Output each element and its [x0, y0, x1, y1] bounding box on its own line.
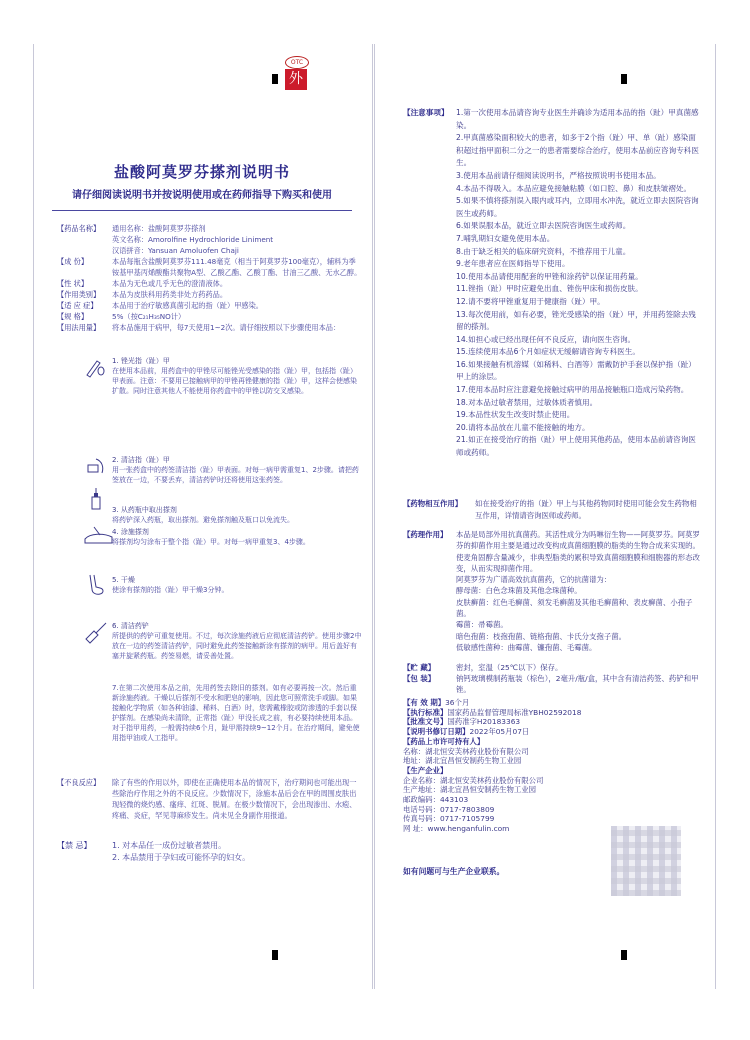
registration-mark [621, 950, 627, 960]
list-item: 皮肤癣菌：红色毛癣菌、须发毛癣菌及其他毛癣菌种、表皮癣菌、小孢子菌。 [456, 597, 693, 619]
label: 【性 状】 [57, 279, 89, 288]
storage-package-section [403, 662, 703, 695]
divider [52, 210, 352, 211]
contraindications-section [57, 840, 362, 864]
step-6 [112, 621, 362, 661]
value: 5%（按C₂₁H₃₅NO计） [112, 312, 186, 321]
value: 36个月 [445, 698, 470, 707]
step-3 [112, 505, 362, 525]
product-info-section [403, 698, 683, 834]
value: 汉语拼音：Yansuan Amoluofen Chaji [112, 246, 239, 255]
step-title: 5. 干燥 [112, 576, 135, 584]
label [57, 234, 112, 245]
registration-mark [621, 74, 627, 84]
value: 将本品施用于病甲，每7天使用1~2次。请仔细按照以下步骤使用本品： [112, 323, 341, 332]
list-item: 8.由于缺乏相关的临床研究资料，不推荐用于儿童。 [456, 246, 631, 256]
list-item: 6.如果误服本品，就近立即去医院咨询医生或药师。 [456, 221, 631, 231]
label: 【药物相互作用】 [403, 499, 463, 508]
value: 本品用于治疗敏感真菌引起的指（趾）甲感染。 [112, 301, 263, 310]
external-use-badge: 外 [285, 69, 307, 90]
label: 【适 应 症】 [57, 301, 98, 310]
interactions-section [403, 498, 703, 522]
list-item: 低敏感性菌种：曲霉菌、镰孢菌、毛霉菌。 [456, 642, 597, 652]
list-item: 17.使用本品时应注意避免接触过病甲的用品接触瓶口造成污染药物。 [456, 385, 689, 395]
label: 【注意事项】 [403, 108, 449, 117]
mah-name: 名称：湖北恒安芙林药业股份有限公司 [403, 746, 529, 756]
value: 钠钙玻璃模制药瓶装（棕色），2毫升/瓶/盒，其中含有清洁药签、药铲和甲锉。 [456, 674, 699, 694]
step-title: 2. 清洁指（趾）甲 [112, 456, 170, 464]
step-text: 用一张药盒中的药签清洁指（趾）甲表面。对每一病甲需重复1、2步骤。请把药签放在一边，不要丢弃，清洁药铲时还将使用这张药签。 [112, 466, 359, 484]
document-subtitle: 请仔细阅读说明书并按说明使用或在药师指导下购买和使用 [72, 190, 332, 201]
value: 国药准字H20183363 [447, 717, 521, 727]
value: 除了有些的作用以外，即使在正确使用本品的情况下，治疗期间也可能出现一些除治疗作用之外的不良反应。少数情况下，涂施本品后会在甲的周围皮肤出现轻微的烧灼感、瘙痒、红斑、脱屑。在极少数情况下，会出现渗出、水疱、疼痛、炎症，罕见荨麻疹发生。尚未见全身副作用报道。 [112, 778, 357, 820]
step-text: 所提供的药铲可重复使用。不过，每次涂施药液后应彻底清洁药铲。使用步骤2中放在一边的药签清洁药铲，同时避免此药签接触新涂有搽剂的病甲。用后盖好有塞并旋紧药瓶。药签易燃，请妥善处置。 [112, 632, 362, 660]
bottle-icon [84, 488, 108, 512]
footer-note: 如有问题可与生产企业联系。 [403, 867, 505, 876]
list-item: 酵母菌：白色念珠菌及其他念珠菌种。 [456, 586, 582, 596]
list-item: 霉菌：帚霉菌。 [456, 620, 508, 630]
step-title: 1. 锉光指（趾）甲 [112, 357, 170, 365]
value: 如在接受治疗的指（趾）甲上与其他药物同时使用可能会发生药物相互作用，详情请咨询医师或药师。 [475, 499, 697, 520]
value: 本品是局部外用抗真菌药。其活性成分为吗啉衍生物——阿莫罗芬。阿莫罗芬的抑菌作用主要是通过改变构成真菌细胞膜的脂类的生物合成来实现的。使麦角固醇含量减少，非典型脂类的累积导致真菌细胞膜和细胞器的形态改变，从而实现抑菌作用。 [456, 530, 700, 573]
clean-spatula-icon [84, 621, 108, 645]
label: 【不良反应】 [57, 778, 101, 787]
list-item: 2.甲真菌感染面积较大的患者，如多于2个指（趾）甲、单（趾）感染面积超过指甲面积二分之一的患者需要综合治疗，使用本品前应咨询专科医生。 [456, 133, 699, 168]
list-item: 1.第一次使用本品请咨询专业医生并确诊为适用本品的指（趾）甲真菌感染。 [456, 108, 699, 130]
apply-lacquer-icon [84, 523, 114, 547]
label: 【作用类别】 [57, 290, 101, 299]
list-item: 暗色孢菌：枝孢孢菌、链格孢菌、卡氏分支孢子菌。 [456, 631, 626, 641]
label: 【禁 忌】 [57, 841, 92, 850]
list-item: 7.哺乳期妇女避免使用本品。 [456, 233, 555, 243]
value: 英文名称：Amorolfine Hydrochloride Liniment [112, 235, 274, 244]
mah-address: 地址：湖北宜昌恒安制药生物工业园 [403, 756, 522, 766]
label: 【用法用量】 [57, 323, 101, 332]
value: 2022年05月07日 [469, 727, 530, 737]
list-item: 15.连续使用本品6个月如症状无缓解请咨询专科医生。 [456, 347, 640, 357]
manufacturer-address: 生产地址：湖北宜昌恒安制药生物工业园 [403, 785, 537, 795]
list-item: 21.如正在接受治疗的指（趾）甲上使用其他药品，使用本品前请咨询医师或药师。 [456, 435, 696, 458]
list-item: 13.每次使用前，如有必要，锉光受感染的指（趾）甲，并用药签除去残留的搽剂。 [456, 309, 696, 332]
step-text: 在使用本品前，用药盒中的甲锉尽可能锉光受感染的指（趾）甲，包括指（趾）甲表面。注意：不要用已接触病甲的甲锉再锉健康的指（趾）甲，这样会使感染扩散。同时注意其他人不能使用你药盒中的甲锉以防交叉感染。 [112, 367, 357, 395]
fax: 传真号码：0717-7105799 [403, 814, 495, 824]
pharmacology-section [403, 529, 703, 653]
label: 【药品上市许可持有人】 [403, 736, 485, 746]
list-item: 3.使用本品前请仔细阅读说明书，严格按照说明书使用本品。 [456, 170, 661, 180]
step-4 [112, 527, 362, 547]
step-1 [112, 356, 362, 396]
registration-mark [272, 74, 278, 84]
label: 【批准文号】 [403, 717, 448, 727]
label: 【药品名称】 [57, 224, 101, 233]
label: 【贮 藏】 [403, 663, 436, 672]
list-item: 9.老年患者应在医师指导下使用。 [456, 259, 570, 269]
value: 通用名称：盐酸阿莫罗芬搽剂 [112, 224, 206, 233]
label: 【药理作用】 [403, 530, 448, 539]
nail-file-icon [84, 355, 108, 379]
step-title: 3. 从药瓶中取出搽剂 [112, 506, 177, 514]
list-item: 12.请不要将甲锉重复用于健康指（趾）甲。 [456, 296, 605, 306]
otc-badge: OTC [285, 56, 309, 69]
list-item: 11.锉指（趾）甲时应避免出血、锉伤甲床和损伤皮肤。 [456, 284, 643, 294]
list-item: 4.本品不得吸入。本品应避免接触粘膜（如口腔、鼻）和皮肤皱褶处。 [456, 183, 692, 193]
website-link[interactable]: 网 址：www.henganfulin.com [403, 824, 510, 834]
step-5 [112, 575, 362, 595]
registration-mark [272, 950, 278, 960]
label: 【生产企业】 [403, 765, 448, 775]
label [57, 245, 112, 256]
zip-code: 邮政编码：443103 [403, 795, 469, 805]
label: 【有 效 期】 [403, 698, 446, 707]
foot-dry-icon [84, 573, 108, 597]
manufacturer-name: 企业名称：湖北恒安芙林药业股份有限公司 [403, 775, 544, 785]
step-2 [112, 455, 362, 485]
cleaning-pad-icon [84, 455, 108, 479]
step-title: 4. 涂施搽剂 [112, 528, 149, 536]
step-text: 将搽剂均匀涂布于整个指（趾）甲。对每一病甲重复3、4步骤。 [112, 538, 310, 546]
list-item: 5.如果不慎将搽剂误入眼内或耳内，立即用水冲洗，就近立即去医院咨询医生或药师。 [456, 196, 699, 218]
qr-code [611, 826, 681, 896]
list-item: 18.对本品过敏者禁用，过敏体质者慎用。 [456, 397, 598, 407]
value: 本品为皮肤科用药类非处方药药品。 [112, 290, 228, 299]
step-7: 7.在第二次使用本品之前，先用药签去除旧的搽剂。如有必要再按一次。然后重新涂施药液。干燥以后搽剂不受水和肥皂的影响，因此您可照常洗手或脚。如果接触化学物质（如各种油漆、稀料、白酒）时，您需戴橡胶或防渗透的手套以保护搽剂。在感染尚未清除，正常指（趾）甲没长成之前，有必要持续使用本品。对于指甲用药，一般需持续6个月，趾甲需持续9~12个月。在治疗期间，避免使用指甲油或人工指甲。 [112, 684, 360, 742]
precautions-section [403, 107, 703, 460]
step-title: 6. 清洁药铲 [112, 622, 149, 630]
label: 【执行标准】 [403, 707, 448, 717]
label: 【规 格】 [57, 312, 89, 321]
label: 【包 装】 [403, 674, 436, 683]
list-item: 16.如果接触有机溶媒（如稀料、白酒等）需戴防护手套以保护指（趾）甲上的涂层。 [456, 359, 696, 382]
list-item: 19.本品性状发生改变时禁止使用。 [456, 410, 575, 420]
drug-info-section [57, 223, 362, 333]
step-text: 将药铲深入药瓶，取出搽剂。避免搽剂触及瓶口以免流失。 [112, 516, 294, 524]
value: 本品为无色或几乎无色的澄清液体。 [112, 279, 228, 288]
phone: 电话号码：0717-7803809 [403, 804, 495, 814]
list-item: 1. 对本品任一成份过敏者禁用。 [112, 841, 227, 850]
list-item: 阿莫罗芬为广谱高效抗真菌药，它的抗菌谱为： [456, 575, 612, 585]
value: 本品每瓶含盐酸阿莫罗芬111.48毫克（相当于阿莫罗芬100毫克），辅料为季铵基甲基丙烯酸酯共聚物A型、乙酸乙酯、乙酸丁酯、甘油三乙酸、无水乙醇。 [112, 257, 362, 277]
step-text: 使涂有搽剂的指（趾）甲干燥3分钟。 [112, 586, 229, 594]
list-item: 2. 本品禁用于孕妇或可能怀孕的妇女。 [112, 853, 251, 862]
value: 密封，室温（25℃以下）保存。 [456, 663, 563, 672]
value: 国家药品监督管理局标准YBH02592018 [447, 707, 582, 717]
adverse-reactions-section [57, 777, 362, 821]
document-title: 盐酸阿莫罗芬搽剂说明书 [113, 163, 290, 181]
list-item: 20.请将本品放在儿童不能接触的地方。 [456, 422, 590, 432]
list-item: 10.使用本品请使用配套的甲锉和涂药铲以保证用药量。 [456, 271, 643, 281]
label: 【说明书修订日期】 [403, 727, 470, 737]
label: 【成 份】 [57, 257, 89, 266]
list-item: 14.如担心或已经出现任何不良反应，请向医生咨询。 [456, 334, 636, 344]
